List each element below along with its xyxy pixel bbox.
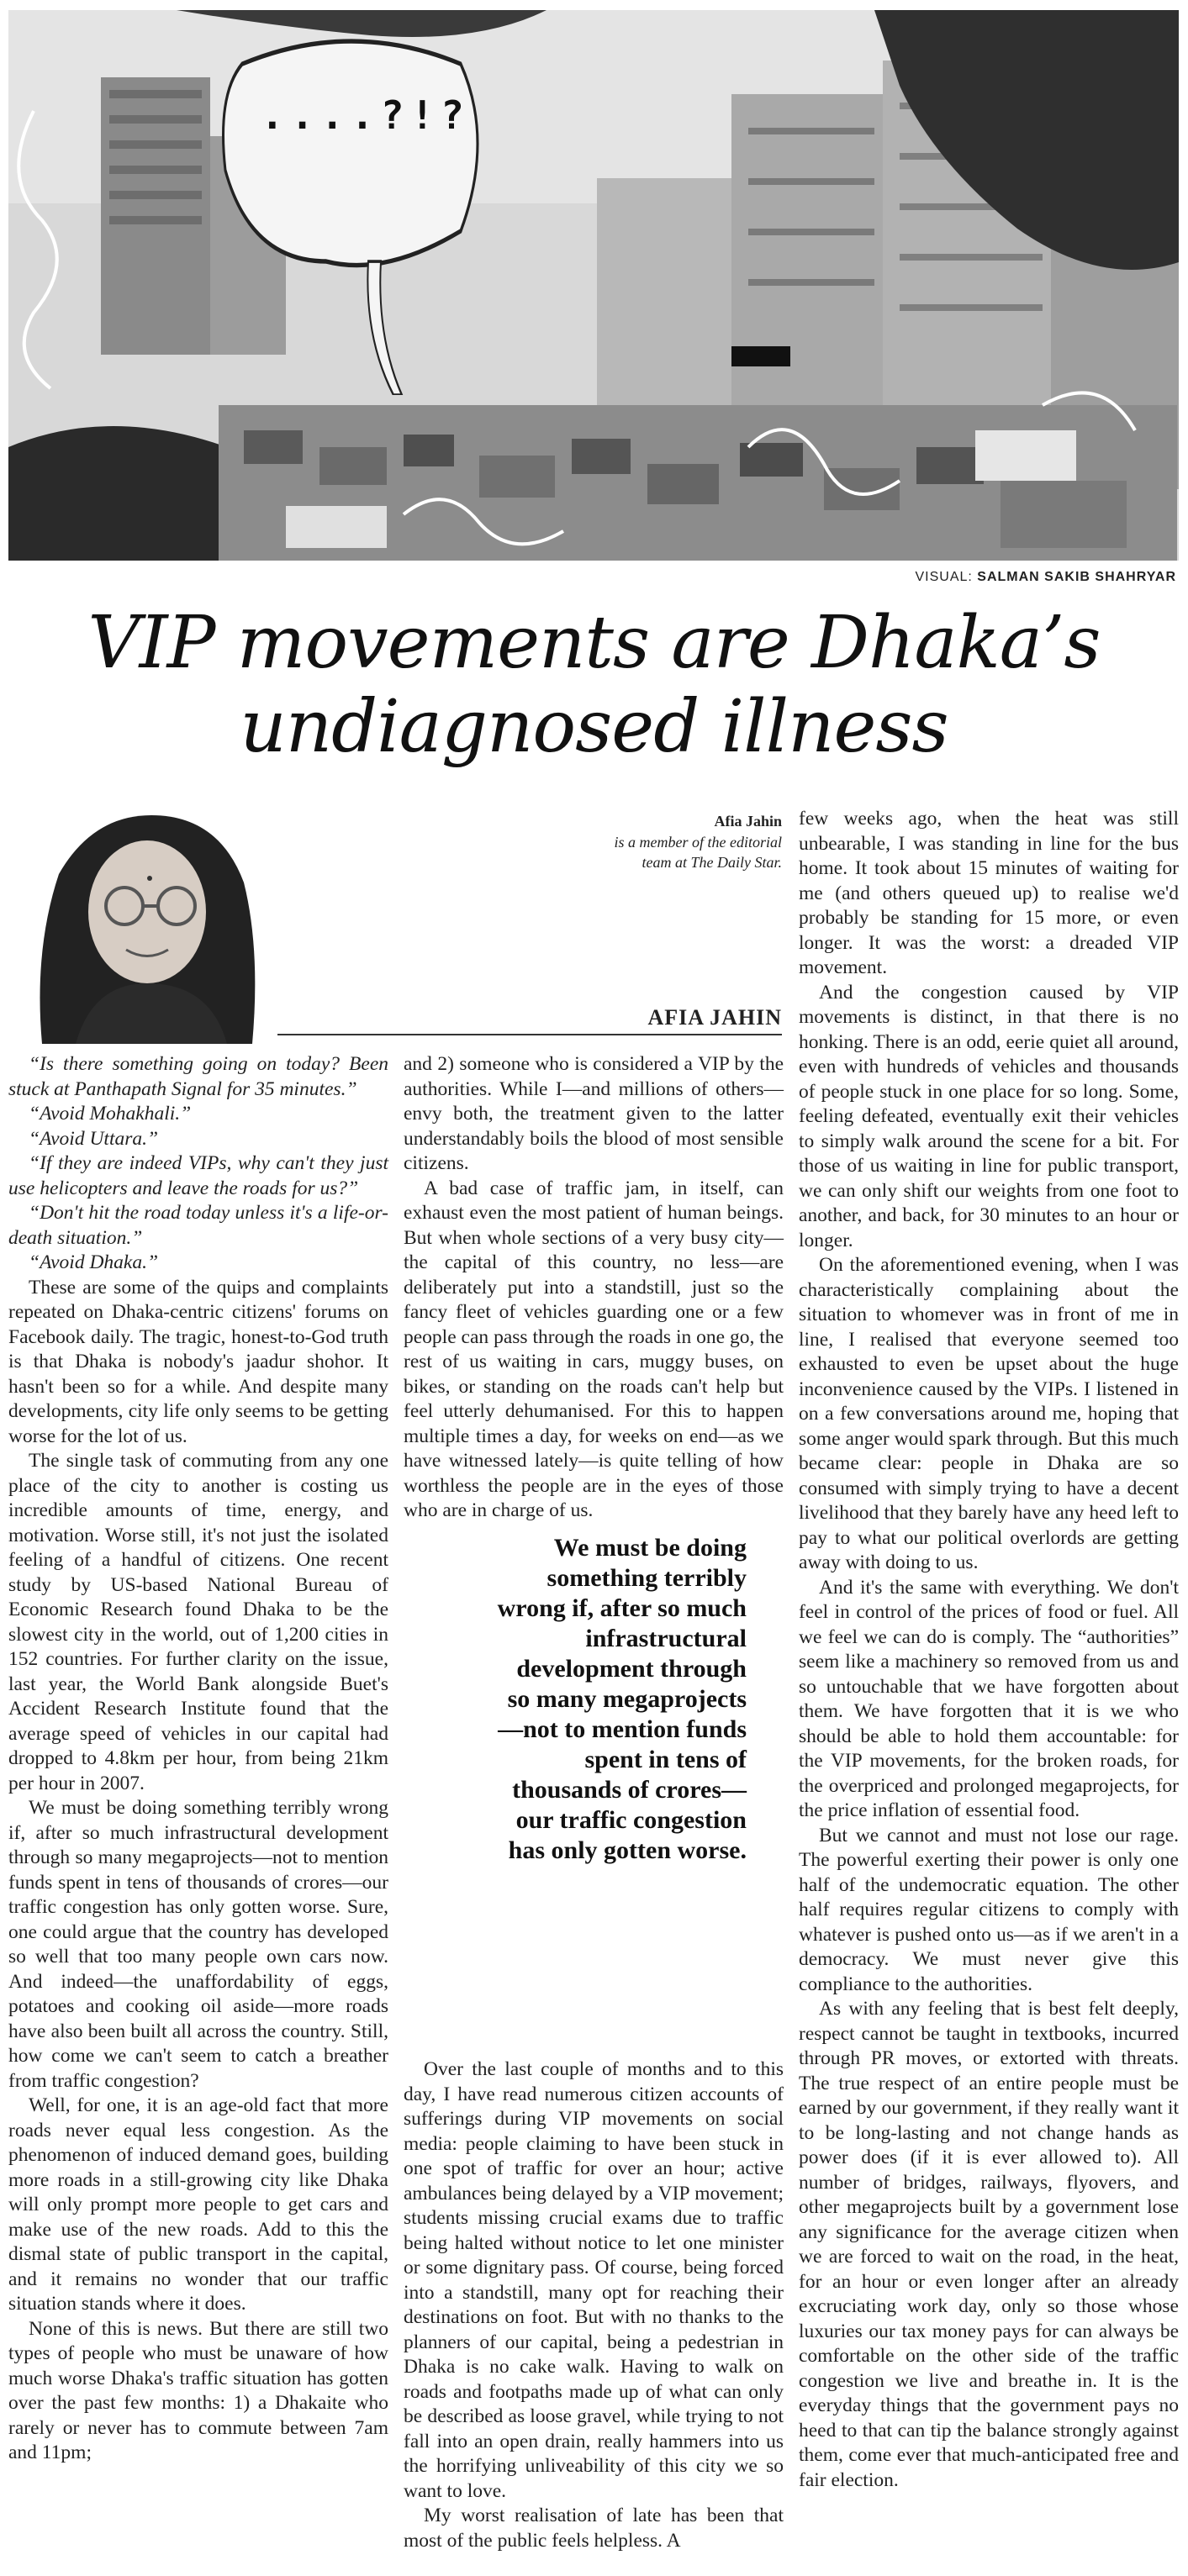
quote-paragraph: “If they are indeed VIPs, why can't they just use helicopters and leave the roads for us?” [8,1152,388,1199]
body-paragraph: On the aforementioned evening, when I was characteristically complaining about the situation to whomever was in front of me in line, I realised that everyone seemed too exhausted to even be upset about the huge inconvenience caused by the VIPs. I listened in on a few conversations around me, hoping that some anger would spark through. But this much became clear: people in Dhaka are so consumed with simply trying to have a decent livelihood that they barely have any heed left to pay to what our political overlords are getting away with doing to us. [799,1254,1179,1573]
headline [0,601,1188,769]
speech-bubble-text: ....?!? [261,92,471,138]
body-paragraph: We must be doing something terribly wrong if, after so much infrastructural development through so many megaprojects—not to mention funds spent in tens of thousands of crores—our traffic congestion has only gotten worse. Sure, one could argue that the country has developed so well that too many people own cars now. And indeed—the unaffordability of eggs, potatoes and cooking oil aside—more roads have also been built all across the country. Still, how come we can't seem to catch a breather from traffic congestion? [8,1797,388,2092]
column-1 [8,1052,388,2466]
byline: AFIA JAHIN [647,1005,782,1030]
body-paragraph: None of this is news. But there are still two types of people who must be unaware of how much worse Dhaka's traffic situation has gotten over the past few months: 1) a Dhakaite who rarely or never has to commute between 7am and 11pm; [8,2317,388,2463]
body-paragraph: Over the last couple of months and to this day, I have read numerous citizen accounts of sufferings during VIP movements on social media: people claiming to have been stuck in one spot of traffic for over an hour; active ambulances being delayed by a VIP movement; students missing crucial exams due to traffic being halted without notice to let one minister or some dignitary pass. Of course, being forced into a standstill, many opt for reaching their destinations on foot. But with no thanks to the planners of our capital, being a pedestrian in Dhaka is no cake walk. Having to walk on roads and footpaths made up of what can only be described as loose gravel, while trying to not fall into an open drain, really hammers into us the horrifying unliveability of this city we so want to love. [404,2058,784,2502]
pull-quote: We must be doing something terribly wrong if, after so much infrastructural development through so many megaprojects—not to mention funds spent in tens of thousands of crores—our traffic congestion has only gotten worse. [497,1534,747,1864]
body-paragraph: And it's the same with everything. We don't feel in control of the prices of food or fuel. All we feel we can do is comply. The “authorities” seem like a machinery so removed from us and so untouchable that we have forgotten about them. We have forgotten that it is we who should be able to hold them accountable: for the VIP movements, for the broken roads, for the overpriced and prolonged megaprojects, for the price inflation of essential food. [799,1576,1179,1821]
bio-line-2: team at The Daily Star. [642,854,782,871]
body-paragraph: These are some of the quips and complaints repeated on Dhaka-centric citizens' forums on Facebook daily. The tragic, honest-to-God truth is that Dhaka is nobody's jaadur shohor. It hasn't been so for a while. And despite many developments, city life only seems to be getting worse for the lot of us. [8,1276,388,1447]
speech-bubble [217,34,486,395]
quote-paragraph: “Is there something going on today? Been stuck at Panthapath Signal for 35 minutes.” [8,1053,388,1100]
quote-paragraph: “Avoid Mohakhali.” [29,1103,192,1125]
author-portrait [8,798,277,1044]
body-paragraph: few weeks ago, when the heat was still unbearable, I was standing in line for the bus home. It took about 15 minutes of waiting for me (and others queued up) to realise we'd probably be standing for 15 more, or even longer. It was the worst: a dreaded VIP movement. [799,808,1179,978]
quote-paragraph: “Avoid Uttara.” [29,1127,159,1150]
bio-line-1: is a member of the editorial [614,834,782,851]
headline-line-2: undiagnosed illness [240,685,948,769]
body-paragraph: and 2) someone who is considered a VIP by the authorities. While I—and millions of others—envy both, the treatment given to the latter understandably boils the blood of most sensible citizens. [404,1053,784,1174]
column-2-bottom [404,2057,784,2553]
body-paragraph: As with any feeling that is best felt deeply, respect cannot be taught in textbooks, incurred through PR moves, or extorted with threats. The true respect of an entire people must be earned by our government, if they really want it to be long-lasting and not change hands as power does (if it is ever allowed to). All number of bridges, railways, flyovers, and other megaprojects built by a government lose any significance for the average citizen when we are forced to wait on the road, in the heat, for an hour or even longer after an already excruciating work day, only so those whose luxuries our tax money pays for can always be comfortable on the other side of the traffic congestion we live and breathe in. It is the everyday things that the government pays no heed to that can tip the balance strongly against them, come ever that much-anticipated free and fair election. [799,1998,1179,2491]
body-paragraph: But we cannot and must not lose our rage. The powerful exerting their power is only one half of the undemocratic equation. The other half requires regular citizens to comply with whatever is pushed onto us—as if we aren't in a democracy. We must never give this compliance to the authorities. [799,1824,1179,1995]
body-paragraph: And the congestion caused by VIP movements is distinct, in that there is no honking. There is an odd, eerie quiet all around, even with hundreds of vehicles and thousands of people stuck in one place for so long. Some, feeling defeated, eventually exit their vehicles to simply walk around the scene for a bit. For those of us waiting in line for public transport, we can only shift our weights from one foot to another, and back, for 30 minutes to an hour or longer. [799,981,1179,1251]
bio-name: Afia Jahin [714,813,782,830]
city-traffic-illustration [8,10,1179,561]
quote-paragraph: “Avoid Dhaka.” [29,1251,159,1273]
column-2-top [404,1052,784,1524]
body-paragraph: Well, for one, it is an age-old fact that more roads never equal less congestion. As the phenomenon of induced demand goes, building more roads in a still-growing city like Dhaka will only prompt more people to get cars and make use of the new roads. Add to this the dismal state of public transport in the capital, and it remains no wonder that our traffic situation stands where it does. [8,2094,388,2315]
body-paragraph: My worst realisation of late has been that most of the public feels helpless. A [404,2505,784,2552]
author-photo [8,798,277,1044]
body-paragraph: The single task of commuting from any one place of the city to another is costing us incredible amounts of time, energy, and motivation. Worse still, it's not just the isolated feeling of a handful of citizens. One recent study by US-based National Bureau of Economic Research found Dhaka to be the slowest city in the world, out of 1,200 cities in 152 countries. For further clarity on the issue, last year, the World Bank alongside Buet's Accident Research Institute found that the average speed of vehicles in our capital had dropped to 4.8km per hour, from being 21km per hour in 2007. [8,1450,388,1794]
cover-illustration [8,10,1179,561]
body-paragraph: A bad case of traffic jam, in itself, can exhaust even the most patient of human beings. But when whole sections of a very busy city—the capital of this country, no less—are deliberately put into a standstill, just so the fancy fleet of vehicles guarding one or a few people can pass through the roads in one go, the rest of us waiting in cars, muggy buses, on bikes, or standing on the roads can't help but feel utterly dehumanised. For this to happen multiple times a day, for weeks on end—as we have witnessed lately—is quite telling of how worthless the people are in the eyes of those who are in charge of us. [404,1177,784,1521]
bio-text [504,832,782,872]
illustration-credit [915,570,1176,585]
quote-paragraph: “Don't hit the road today unless it's a life-or-death situation.” [8,1202,388,1249]
credit-label: VISUAL: [915,570,973,584]
byline-rule [277,1034,782,1035]
column-3 [799,807,1179,2493]
credit-name: SALMAN SAKIB SHAHRYAR [977,570,1176,584]
headline-line-1: VIP movements are Dhaka’s [87,601,1101,685]
